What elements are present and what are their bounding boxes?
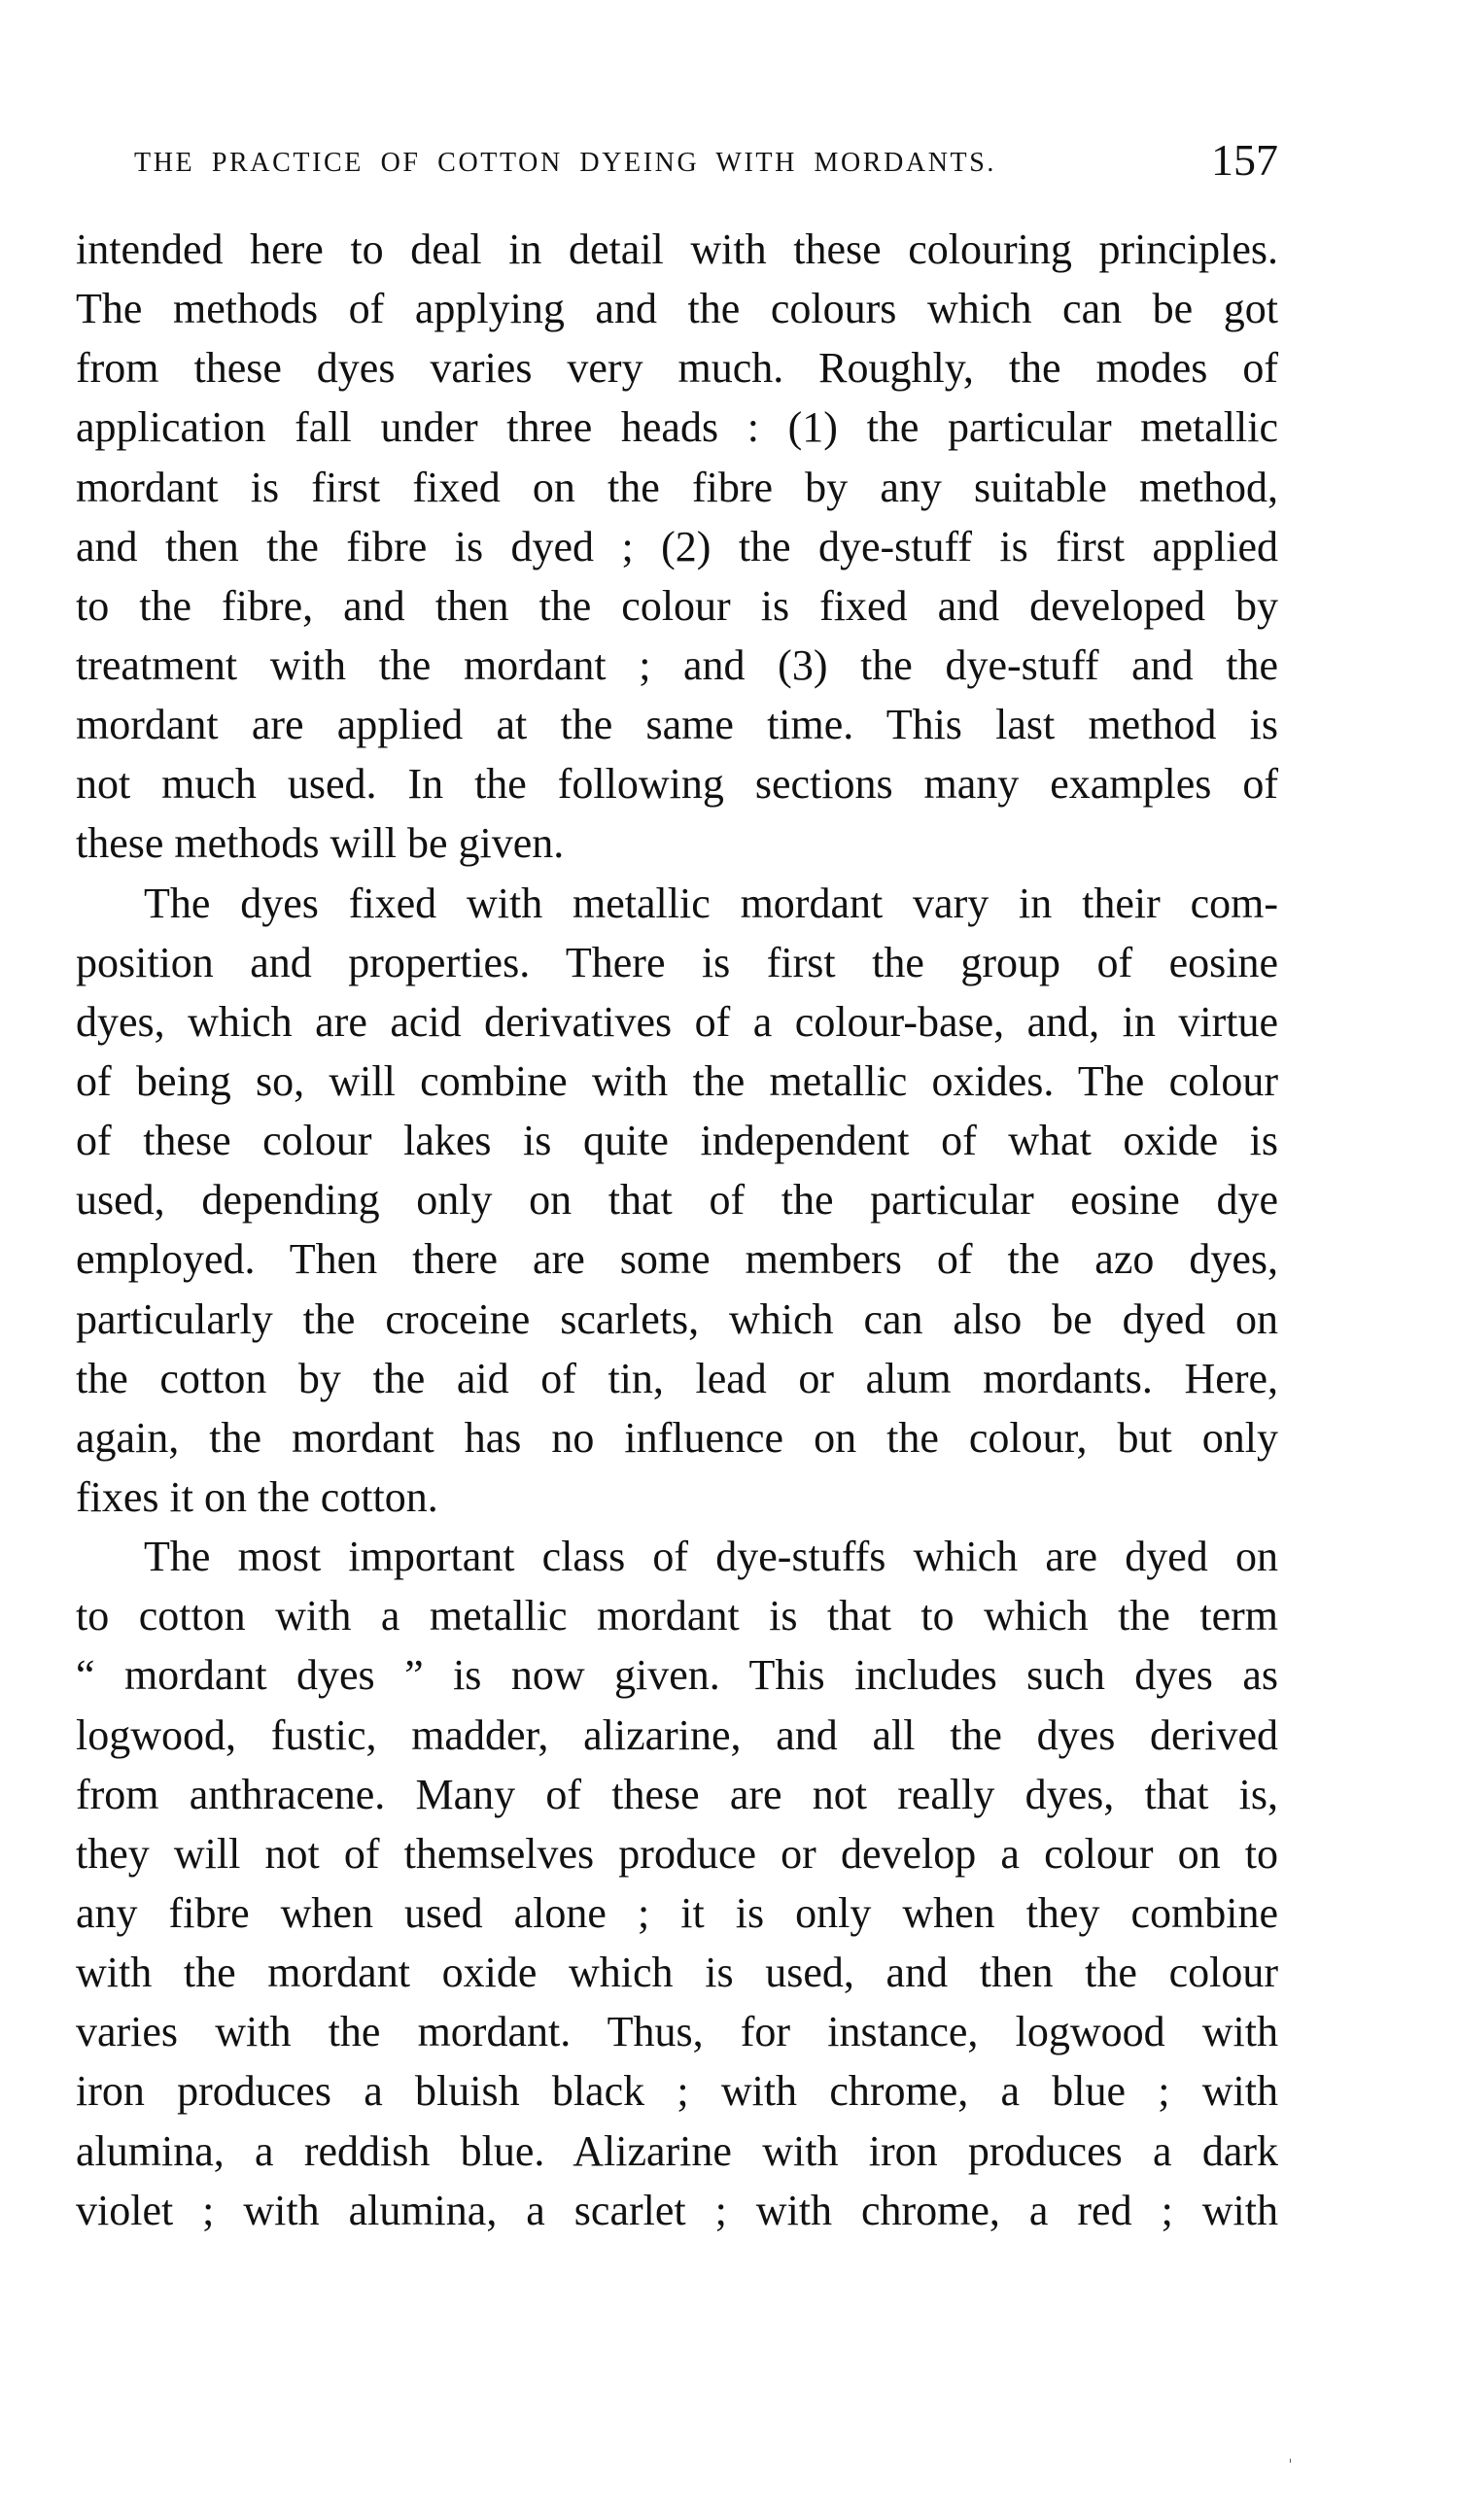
text-line: mordant are applied at the same time. This last method is xyxy=(76,701,1278,749)
text-line: again, the mordant has no influence on the colour, but only xyxy=(76,1413,1278,1462)
text-line: treatment with the mordant ; and (3) the dye-stuff and the xyxy=(76,640,1278,689)
text-line: used, depending only on that of the particular eosine dye xyxy=(76,1176,1278,1225)
text-line: fixes it on the cotton. xyxy=(76,1472,438,1521)
text-line: of being so, will combine with the metallic oxides. The colour xyxy=(76,1056,1278,1105)
scan-speck xyxy=(1290,2459,1291,2463)
text-line: application fall under three heads : (1) the particular metallic xyxy=(76,403,1278,452)
text-line: they will not of themselves produce or develop a colour on to xyxy=(76,1829,1278,1878)
text-line: employed. Then there are some members of the azo dyes, xyxy=(76,1235,1278,1284)
text-line: from anthracene. Many of these are not really dyes, that is, xyxy=(76,1770,1278,1818)
text-line: and then the fibre is dyed ; (2) the dye-stuff is first applied xyxy=(76,522,1278,570)
paragraph xyxy=(76,874,1278,1528)
text-line: mordant is first fixed on the fibre by any suitable method, xyxy=(76,463,1278,511)
paragraph xyxy=(76,220,1278,874)
text-line: particularly the croceine scarlets, which can also be dyed on xyxy=(76,1295,1278,1343)
text-line: with the mordant oxide which is used, and then the colour xyxy=(76,1949,1278,1997)
text-line: the cotton by the aid of tin, lead or alum mordants. Here, xyxy=(76,1354,1278,1402)
text-line: dyes, which are acid derivatives of a colour-base, and, in virtue xyxy=(76,997,1278,1046)
text-line: any fibre when used alone ; it is only when they combine xyxy=(76,1888,1278,1937)
running-head xyxy=(134,135,1278,185)
page-number: 157 xyxy=(1211,135,1278,185)
text-line: logwood, fustic, madder, alizarine, and all the dyes derived xyxy=(76,1710,1278,1759)
text-line: position and properties. There is first the group of eosine xyxy=(76,938,1278,986)
text-line: from these dyes varies very much. Roughly, the modes of xyxy=(76,344,1278,393)
text-line: The dyes fixed with metallic mordant vary in their com- xyxy=(144,879,1278,927)
text-line: violet ; with alumina, a scarlet ; with chrome, a red ; with xyxy=(76,2186,1278,2234)
text-line: iron produces a bluish black ; with chrome, a blue ; with xyxy=(76,2067,1278,2116)
text-line: The most important class of dye-stuffs which are dyed on xyxy=(144,1533,1278,1581)
text-line: of these colour lakes is quite independent of what oxide is xyxy=(76,1117,1278,1165)
text-line: to cotton with a metallic mordant is that to which the term xyxy=(76,1592,1278,1640)
body-text xyxy=(76,220,1278,2240)
text-line: intended here to deal in detail with these colouring principles. xyxy=(76,225,1278,273)
text-line: The methods of applying and the colours which can be got xyxy=(76,285,1278,333)
text-line: not much used. In the following sections many examples of xyxy=(76,760,1278,809)
text-line: “ mordant dyes ” is now given. This includes such dyes as xyxy=(76,1651,1278,1700)
paragraph xyxy=(76,1527,1278,2240)
text-line: to the fibre, and then the colour is fixed and developed by xyxy=(76,581,1278,630)
text-line: varies with the mordant. Thus, for instance, logwood with xyxy=(76,2008,1278,2056)
text-line: these methods will be given. xyxy=(76,819,565,868)
running-title: THE PRACTICE OF COTTON DYEING WITH MORDANTS. xyxy=(134,148,997,178)
text-line: alumina, a reddish blue. Alizarine with iron produces a dark xyxy=(76,2126,1278,2175)
